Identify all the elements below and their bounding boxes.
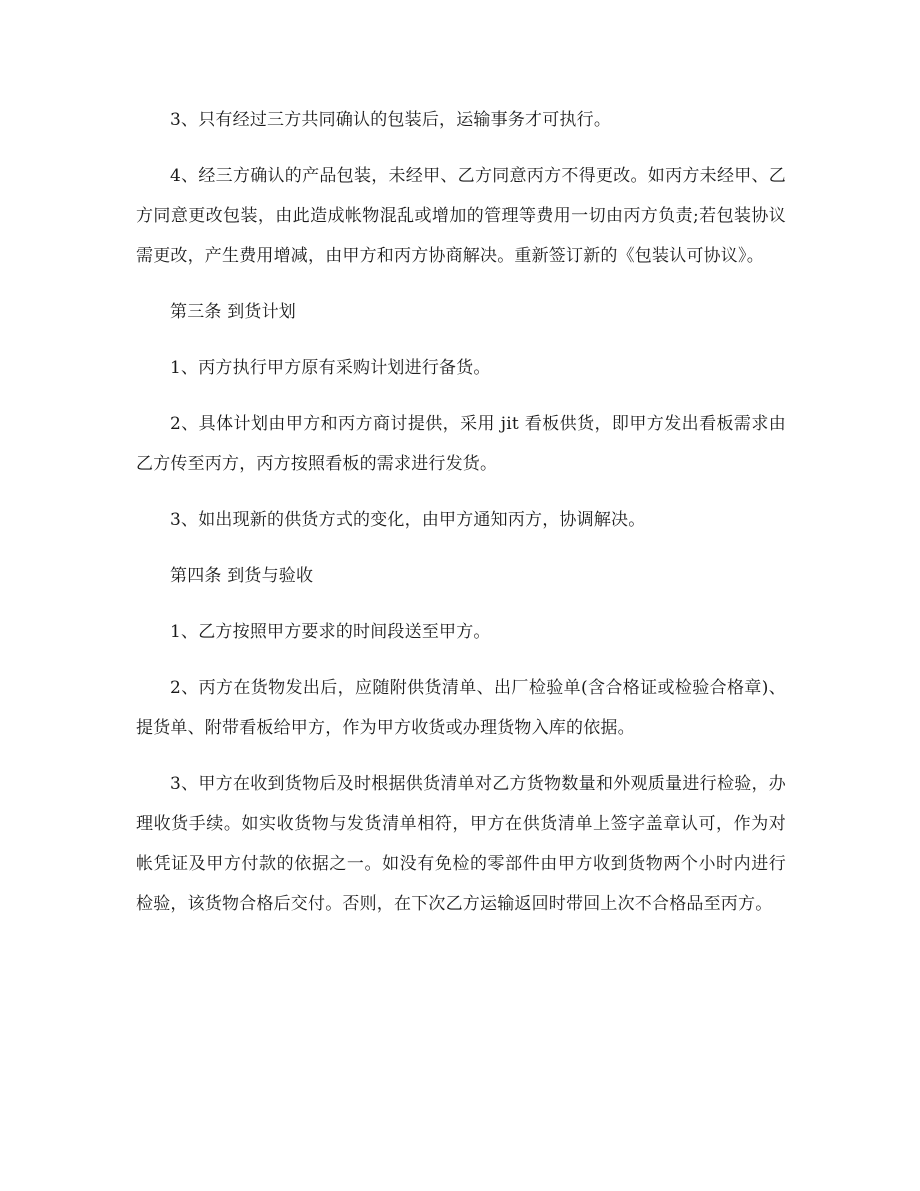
paragraph-shipping-documents: 2、丙方在货物发出后，应随附供货清单、出厂检验单(含合格证或检验合格章)、提货单、附带看板给甲方，作为甲方收货或办理货物入库的依据。 [136, 678, 786, 738]
paragraph-inspection: 3、甲方在收到货物后及时根据供货清单对乙方货物数量和外观质量进行检验，办理收货手续。如实收货物与发货清单相符，甲方在供货清单上签字盖章认可，作为对帐凭证及甲方付款的依据之一。如没有免检的零部件由甲方收到货物两个小时内进行检验，该货物合格后交付。否则，在下次乙方运输返回时带回上次不合格品至丙方。 [136, 774, 786, 914]
paragraph-supply-change: 3、如出现新的供货方式的变化，由甲方通知丙方，协调解决。 [170, 510, 646, 530]
paragraph-delivery-time: 1、乙方按照甲方要求的时间段送至甲方。 [170, 622, 491, 642]
section-heading-article-3: 第三条 到货计划 [170, 302, 297, 322]
section-heading-article-4: 第四条 到货与验收 [170, 566, 314, 586]
paragraph-stocking: 1、丙方执行甲方原有采购计划进行备货。 [170, 358, 491, 378]
document-body [136, 100, 786, 940]
paragraph-packaging-change: 4、经三方确认的产品包装，未经甲、乙方同意丙方不得更改。如丙方未经甲、乙方同意更改包装，由此造成帐物混乱或增加的管理等费用一切由丙方负责;若包装协议需更改，产生费用增减，由甲方和丙方协商解决。重新签订新的《包装认可协议》。 [136, 166, 786, 266]
paragraph-packaging-confirmation: 3、只有经过三方共同确认的包装后，运输事务才可执行。 [170, 110, 612, 130]
paragraph-jit-plan: 2、具体计划由甲方和丙方商讨提供，采用 jit 看板供货，即甲方发出看板需求由乙方传至丙方，丙方按照看板的需求进行发货。 [136, 414, 786, 474]
